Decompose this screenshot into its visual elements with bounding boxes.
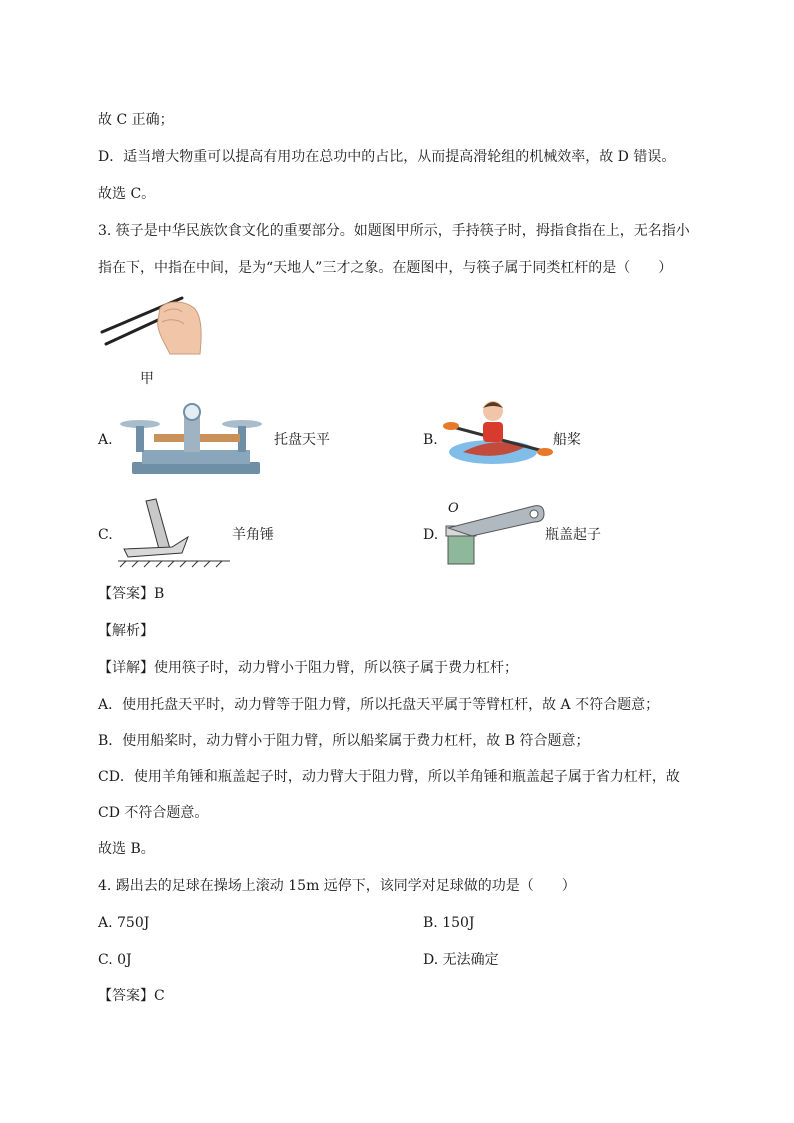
q4-answer: 【答案】C xyxy=(98,988,165,1004)
q3-answer: 【答案】B xyxy=(98,586,165,602)
q4-option-a xyxy=(98,914,149,932)
chopsticks-hand-figure xyxy=(98,290,208,360)
solution-choose: 故选 C。 xyxy=(98,186,156,202)
q3-detail: 【详解】使用筷子时，动力臂小于阻力臂，所以筷子属于费力杠杆； xyxy=(98,660,518,676)
q3-detail-cd-line1: CD．使用羊角锤和瓶盖起子时，动力臂大于阻力臂，所以羊角锤和瓶盖起子属于省力杠杆，故 xyxy=(98,769,680,785)
kayak-paddle-image xyxy=(443,396,553,471)
q4-option-c xyxy=(98,951,132,969)
bottle-opener-image xyxy=(442,500,547,565)
pivot-o-label: O xyxy=(448,501,459,516)
q3-stem-line1: 3. 筷子是中华民族饮食文化的重要部分。如题图甲所示，手持筷子时，拇指食指在上，无名指小 xyxy=(98,223,690,239)
q4-option-c-text: 0J xyxy=(117,952,132,968)
q3-option-d-text: 瓶盖起子 xyxy=(545,527,601,543)
q3-detail-cd-line2: CD 不符合题意。 xyxy=(98,805,209,821)
q4-option-b xyxy=(423,914,475,932)
q4-option-d xyxy=(423,951,499,969)
q3-detail-a: A．使用托盘天平时，动力臂等于阻力臂，所以托盘天平属于等臂杠杆，故 A 不符合题意； xyxy=(98,697,660,713)
figure-label-jia: 甲 xyxy=(140,371,154,387)
q3-option-b-letter: B. xyxy=(423,432,438,448)
q3-option-c-text: 羊角锤 xyxy=(232,527,274,543)
q3-stem-line2: 指在下，中指在中间，是为“天地人”三才之象。在题图中，与筷子属于同类杠杆的是（ ） xyxy=(98,260,673,276)
q4-option-b-letter: B. xyxy=(423,915,438,931)
q3-analysis-heading: 【解析】 xyxy=(98,623,154,639)
q3-option-d-letter: D. xyxy=(423,527,439,543)
q4-option-b-text: 150J xyxy=(442,915,475,931)
solution-line-c: 故 C 正确； xyxy=(98,112,174,128)
solution-line-d: D．适当增大物重可以提高有用功在总功中的占比，从而提高滑轮组的机械效率，故 D 错误。 xyxy=(98,149,676,165)
q3-detail-b: B．使用船桨时，动力臂小于阻力臂，所以船桨属于费力杠杆，故 B 符合题意； xyxy=(98,733,590,749)
q3-option-a-letter: A. xyxy=(98,432,113,448)
q4-stem: 4. 踢出去的足球在操场上滚动 15m 远停下，该同学对足球做的功是（ ） xyxy=(98,878,576,894)
q4-option-a-text: 750J xyxy=(117,915,150,931)
claw-hammer-image xyxy=(118,497,238,567)
q4-option-c-letter: C. xyxy=(98,952,113,968)
q3-option-b-text: 船桨 xyxy=(553,432,581,448)
balance-scale-image xyxy=(118,402,263,477)
q4-option-d-letter: D. xyxy=(423,952,439,968)
q4-option-a-letter: A. xyxy=(98,915,113,931)
q4-option-d-text: 无法确定 xyxy=(442,952,499,968)
q3-choose: 故选 B。 xyxy=(98,841,155,857)
q3-option-a-text: 托盘天平 xyxy=(274,432,330,448)
q3-option-c-letter: C. xyxy=(98,527,113,543)
